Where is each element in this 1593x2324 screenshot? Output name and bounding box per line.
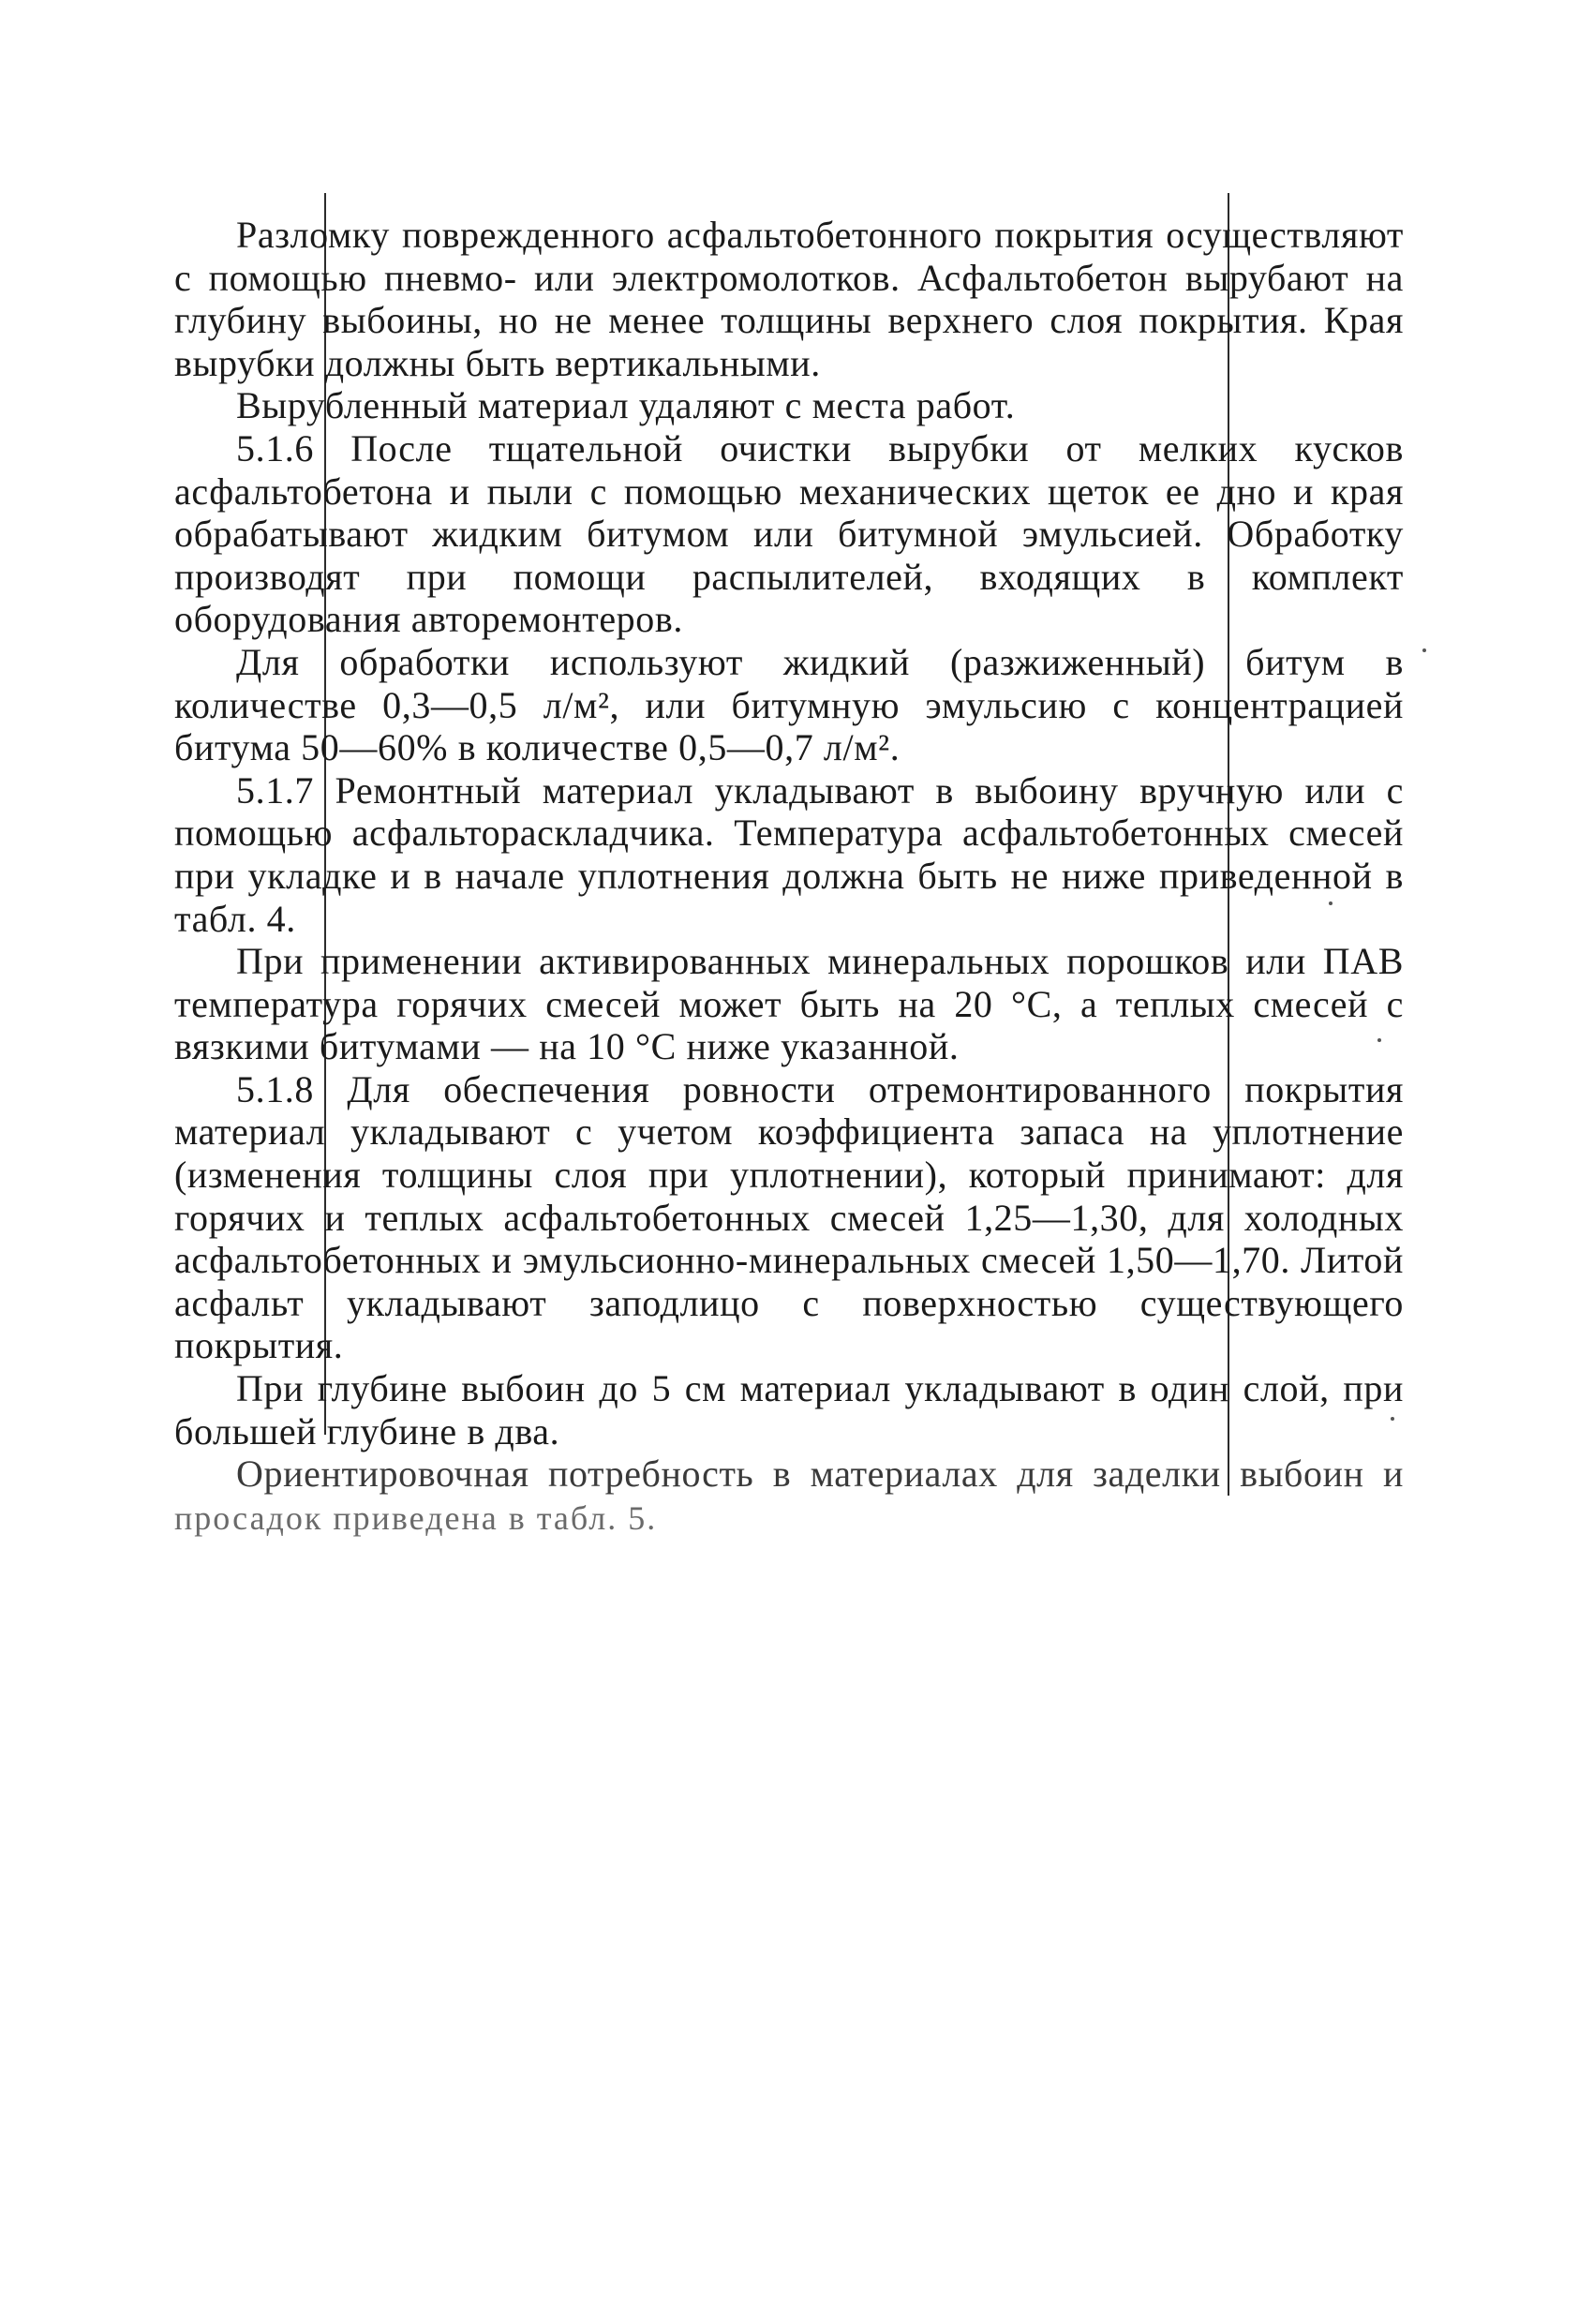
paragraph-materials-table-ref (174, 1452, 1404, 1540)
body-text (174, 214, 1404, 1540)
scan-speck (1391, 1417, 1394, 1421)
paragraph-treatment: Для обработки используют жидкий (разжиженный) битум в количестве 0,3—0,5 л/м², или битумную эмульсию с концентрацией битума 50—60% в количестве 0,5—0,7 л/м². (174, 640, 1404, 769)
paragraph-activated-powders: При применении активированных минеральных порошков или ПАВ температура горячих смесей может быть на 20 °С, а теплых смесей с вязкими битумами — на 10 °С ниже указанной. (174, 940, 1404, 1068)
scan-speck (1377, 1038, 1381, 1042)
materials-ref-end: просадок приведена в табл. 5. (174, 1498, 658, 1537)
materials-ref-start: Ориентировочная потребность в материалах для заделки выбоин и (236, 1452, 1404, 1496)
scan-speck (1422, 648, 1426, 652)
scan-speck (1329, 901, 1332, 905)
paragraph-removal: Вырубленный материал удаляют с места работ. (236, 384, 1016, 427)
paragraph-5-1-6: 5.1.6 После тщательной очистки вырубки от мелких кусков асфальтобетона и пыли с помощью механических щеток ее дно и края обрабатывают жидким битумом или битумной эмульсией. Обработку производят при помощи распылителей, входящих в комплект оборудования авторемонтеров. (174, 426, 1404, 641)
paragraph-layers: При глубине выбоин до 5 см материал укладывают в один слой, при большей глубине в два. (174, 1367, 1404, 1452)
paragraph-5-1-7: 5.1.7 Ремонтный материал укладывают в выбоину вручную или с помощью асфальтораскладчика. Температура асфальтобетонных смесей при укладке и в начале уплотнения должна быть не ниже приведенной в табл. 4. (174, 768, 1404, 940)
paragraph-demolition: Разломку поврежденного асфальтобетонного покрытия осуществляют с помощью пневмо- или электромолотков. Асфальтобетон вырубают на глубину выбоины, но не менее толщины верхнего слоя покрытия. Края вырубки должны быть вертикальными. (174, 214, 1404, 384)
paragraph-5-1-8: 5.1.8 Для обеспечения ровности отремонтированного покрытия материал укладывают с учетом коэффициента запаса на уплотнение (изменения толщины слоя при уплотнении), который принимают: для горячих и теплых асфальтобетонных смесей 1,25—1,30, для холодных асфальтобетонных и эмульсионно-минеральных смесей 1,50—1,70. Литой асфальт укладывают заподлицо с поверхностью существующего покрытия. (174, 1067, 1404, 1367)
